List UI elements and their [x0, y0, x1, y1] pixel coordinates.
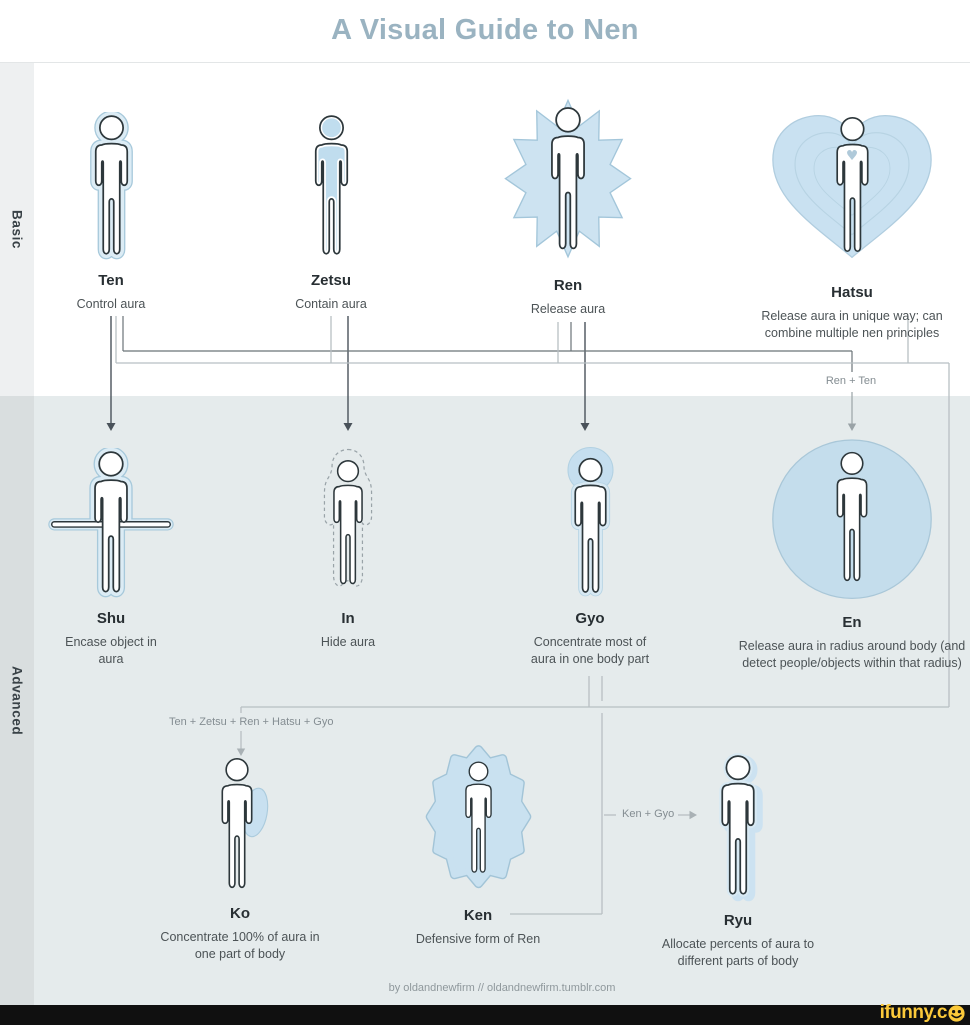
sidebar-basic	[0, 63, 34, 396]
section-label-basic: Basic	[9, 209, 25, 250]
ren-figure-icon	[500, 97, 636, 267]
technique-zetsu	[256, 112, 406, 313]
technique-shu	[26, 448, 196, 668]
technique-name: Ren	[553, 277, 583, 294]
smiley-o-icon	[948, 1005, 965, 1022]
ryu-figure-icon	[696, 752, 780, 902]
ken-figure-icon	[422, 742, 535, 897]
technique-desc: Hide aura	[320, 635, 376, 649]
in-figure-icon	[310, 448, 386, 600]
footer-credit: by oldandnewfirm // oldandnewfirm.tumblr.com	[388, 982, 616, 994]
technique-en	[734, 436, 970, 672]
technique-desc: Release aura in radius around body (and detect people/objects within that radius)	[738, 639, 966, 670]
technique-name: Gyo	[575, 610, 605, 627]
annotation-ken-gyo: Ken + Gyo	[618, 807, 678, 821]
technique-name: Ken	[463, 907, 493, 924]
technique-hatsu	[746, 99, 958, 342]
header	[0, 0, 970, 62]
hatsu-figure-icon	[760, 99, 944, 274]
technique-desc: Release aura in unique way; can combine multiple nen principles	[761, 309, 943, 340]
technique-name: Shu	[96, 610, 126, 627]
watermark-brand	[880, 1002, 965, 1024]
watermark-bar	[0, 1002, 970, 1025]
zetsu-figure-icon	[294, 112, 369, 262]
technique-gyo	[515, 446, 665, 668]
annotation-combo-ko: Ten + Zetsu + Ren + Hatsu + Gyo	[165, 715, 337, 729]
technique-ten	[36, 112, 186, 313]
section-label-advanced: Advanced	[9, 665, 25, 736]
technique-desc: Contain aura	[295, 297, 367, 311]
technique-name: Zetsu	[310, 272, 351, 289]
technique-ken	[393, 742, 563, 948]
page-title: A Visual Guide to Nen	[331, 14, 639, 46]
technique-name: Ko	[230, 905, 250, 922]
gyo-figure-icon	[554, 446, 627, 600]
technique-ryu	[643, 752, 833, 970]
technique-desc: Concentrate most of aura in one body part	[530, 635, 650, 666]
technique-name: In	[341, 610, 355, 627]
svg-text:♥: ♥	[845, 147, 859, 164]
technique-desc: Release aura	[530, 302, 606, 316]
en-figure-icon	[772, 436, 932, 604]
technique-desc: Allocate percents of aura to different parts of body	[661, 937, 815, 968]
shu-figure-icon	[35, 448, 187, 600]
technique-name: Hatsu	[831, 284, 873, 301]
technique-name: En	[842, 614, 862, 631]
annotation-ren-ten: Ren + Ten	[822, 374, 880, 388]
ten-figure-icon	[74, 112, 149, 262]
ko-figure-icon	[202, 755, 279, 895]
technique-ko	[155, 755, 325, 963]
technique-in	[278, 448, 418, 651]
technique-desc: Control aura	[76, 297, 146, 311]
technique-desc: Defensive form of Ren	[415, 932, 541, 946]
technique-name: Ryu	[723, 912, 753, 929]
technique-ren	[478, 97, 658, 318]
technique-desc: Encase object in aura	[65, 635, 157, 666]
technique-desc: Concentrate 100% of aura in one part of body	[160, 930, 320, 961]
technique-name: Ten	[98, 272, 124, 289]
watermark-text: ifunny.c	[879, 1002, 947, 1023]
